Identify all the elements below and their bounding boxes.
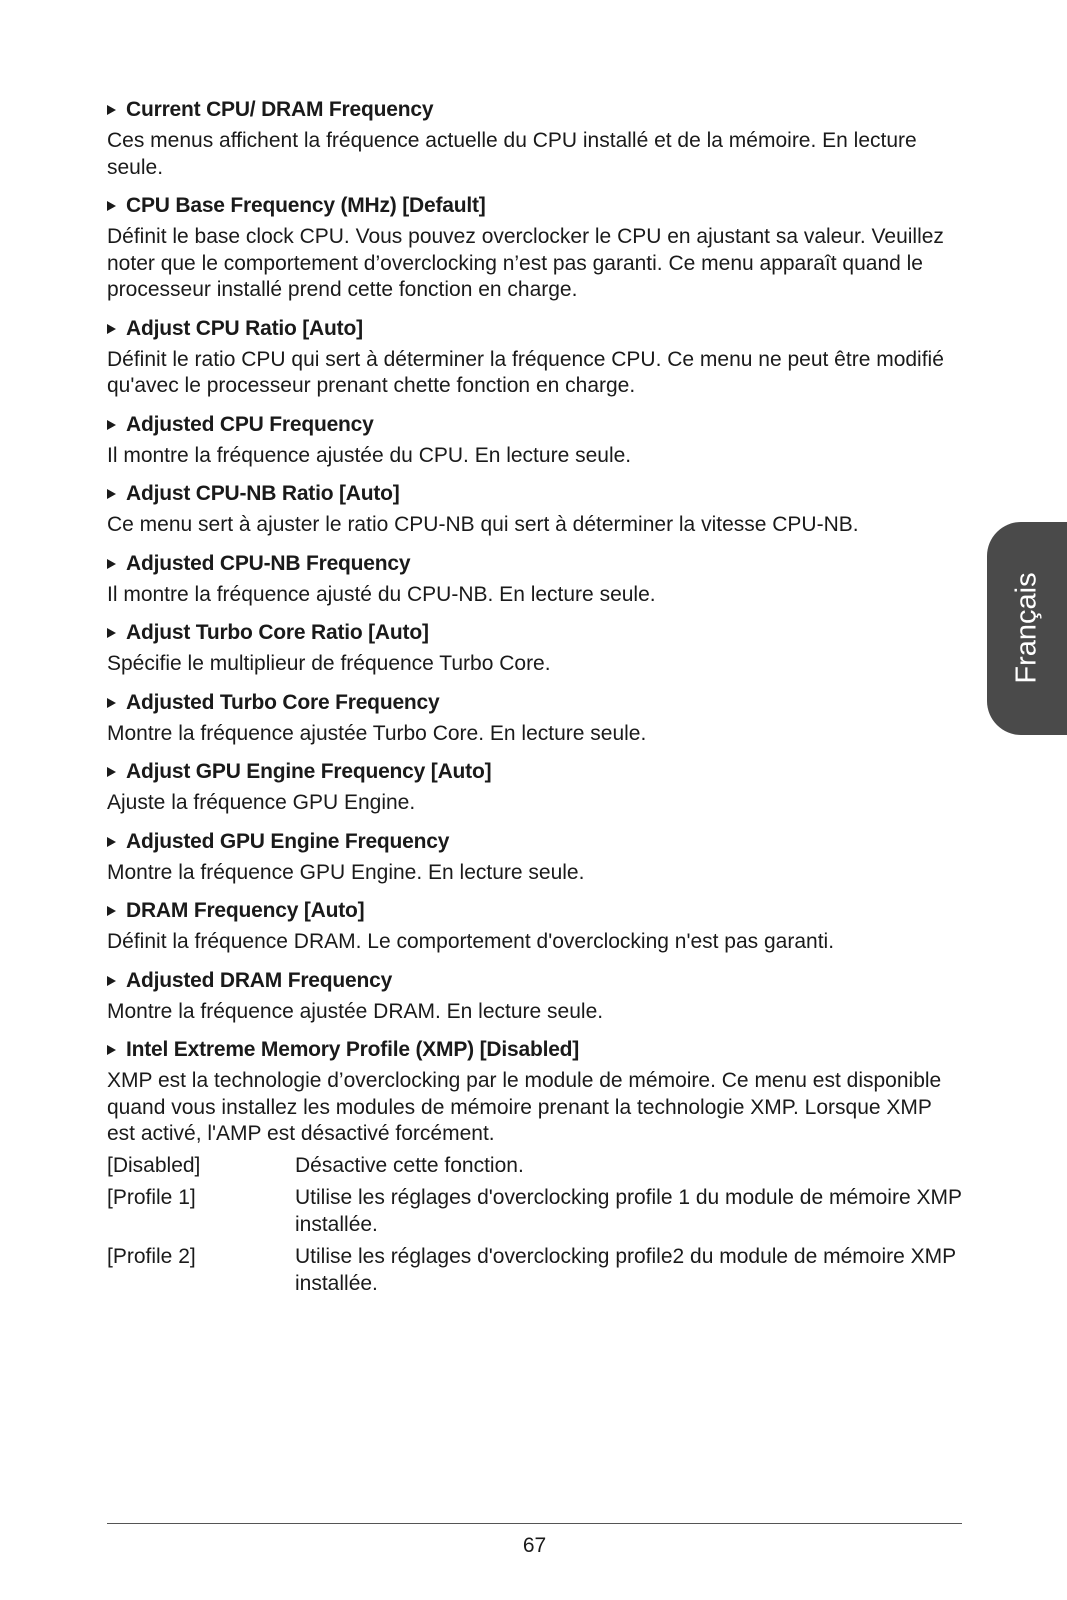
section-adjusted-dram-frequency <box>107 967 962 1026</box>
section-description: Spécifie le multiplieur de fréquence Turbo Core. <box>107 652 551 675</box>
section-adjusted-cpu-frequency <box>107 411 962 470</box>
section-description: Définit le ratio CPU qui sert à déterminer la fréquence CPU. Ce menu ne peut être modifié qu'avec le processeur prenant chette fonction en charge. <box>107 347 944 397</box>
section-adjust-turbo-core-ratio <box>107 619 962 678</box>
section-title: Adjust Turbo Core Ratio [Auto] <box>126 621 429 644</box>
section-title: Adjusted GPU Engine Frequency <box>126 829 450 853</box>
triangle-bullet-icon <box>107 767 116 777</box>
triangle-bullet-icon <box>107 1045 116 1055</box>
triangle-bullet-icon <box>107 698 116 708</box>
section-title: Intel Extreme Memory Profile (XMP) [Disabled] <box>126 1038 580 1061</box>
xmp-option-row <box>107 1185 962 1238</box>
section-title: Adjust CPU-NB Ratio [Auto] <box>126 482 400 505</box>
section-title: CPU Base Frequency (MHz) [Default] <box>126 194 486 217</box>
option-key: [Profile 2] <box>107 1245 196 1268</box>
section-description: Montre la fréquence ajustée DRAM. En lecture seule. <box>107 999 604 1023</box>
section-description: Montre la fréquence ajustée Turbo Core. En lecture seule. <box>107 721 647 745</box>
section-description: Définit la fréquence DRAM. Le comportement d'overclocking n'est pas garanti. <box>107 930 835 953</box>
option-description: Désactive cette fonction. <box>295 1153 524 1177</box>
section-adjust-gpu-engine-frequency <box>107 758 962 817</box>
triangle-bullet-icon <box>107 201 116 211</box>
section-adjusted-gpu-engine-frequency <box>107 828 962 887</box>
section-cpu-base-frequency <box>107 192 962 304</box>
section-intel-xmp <box>107 1036 962 1297</box>
section-title: DRAM Frequency [Auto] <box>126 899 365 922</box>
section-adjust-cpu-ratio <box>107 315 962 400</box>
section-title: Adjust CPU Ratio [Auto] <box>126 316 363 340</box>
section-title: Adjusted Turbo Core Frequency <box>126 690 440 714</box>
option-key: [Disabled] <box>107 1153 201 1177</box>
section-description: Montre la fréquence GPU Engine. En lecture seule. <box>107 860 585 884</box>
section-title: Adjust GPU Engine Frequency [Auto] <box>126 760 492 783</box>
triangle-bullet-icon <box>107 559 116 569</box>
section-adjusted-cpu-nb-frequency <box>107 550 962 609</box>
section-description: Ces menus affichent la fréquence actuelle du CPU installé et de la mémoire. En lecture seule. <box>107 129 917 179</box>
language-tab-label: Français <box>1010 572 1043 684</box>
section-description: Il montre la fréquence ajusté du CPU-NB. En lecture seule. <box>107 582 656 606</box>
xmp-option-list <box>107 1153 962 1298</box>
option-key: [Profile 1] <box>107 1186 196 1209</box>
section-title: Adjusted CPU-NB Frequency <box>126 551 411 575</box>
section-adjusted-turbo-core-frequency <box>107 689 962 748</box>
triangle-bullet-icon <box>107 324 116 334</box>
footer-divider <box>107 1523 962 1524</box>
option-description: Utilise les réglages d'overclocking profile 1 du module de mémoire XMP installée. <box>295 1186 962 1236</box>
xmp-option-row <box>107 1244 962 1297</box>
triangle-bullet-icon <box>107 837 116 847</box>
section-description: Définit le base clock CPU. Vous pouvez overclocker le CPU en ajustant sa valeur. Veuillez noter que le comportement d’overclocking n’est pas garanti. Ce menu apparaît quand le processeur installé prend cette fonction en charge. <box>107 225 944 301</box>
section-adjust-cpu-nb-ratio <box>107 480 962 539</box>
section-description: XMP est la technologie d’overclocking par le module de mémoire. Ce menu est disponible quand vous installez les modules de mémoire prenant la technologie XMP. Lorsque XMP est activé, l'AMP est désactivé forcément. <box>107 1069 942 1145</box>
triangle-bullet-icon <box>107 906 116 916</box>
option-description: Utilise les réglages d'overclocking profile2 du module de mémoire XMP installée. <box>295 1245 956 1295</box>
section-description: Il montre la fréquence ajustée du CPU. En lecture seule. <box>107 443 632 467</box>
section-current-cpu-dram-frequency <box>107 96 962 181</box>
section-title: Adjusted DRAM Frequency <box>126 968 393 992</box>
triangle-bullet-icon <box>107 628 116 638</box>
triangle-bullet-icon <box>107 976 116 986</box>
section-description: Ce menu sert à ajuster le ratio CPU-NB qui sert à déterminer la vitesse CPU-NB. <box>107 513 859 536</box>
section-dram-frequency <box>107 897 962 956</box>
triangle-bullet-icon <box>107 489 116 499</box>
section-description: Ajuste la fréquence GPU Engine. <box>107 791 416 814</box>
manual-content <box>107 96 962 1303</box>
triangle-bullet-icon <box>107 105 116 115</box>
xmp-option-row <box>107 1153 962 1180</box>
section-title: Current CPU/ DRAM Frequency <box>126 98 434 121</box>
page-number: 67 <box>522 1534 547 1557</box>
section-title: Adjusted CPU Frequency <box>126 412 374 436</box>
language-side-tab <box>987 522 1067 735</box>
triangle-bullet-icon <box>107 420 116 430</box>
